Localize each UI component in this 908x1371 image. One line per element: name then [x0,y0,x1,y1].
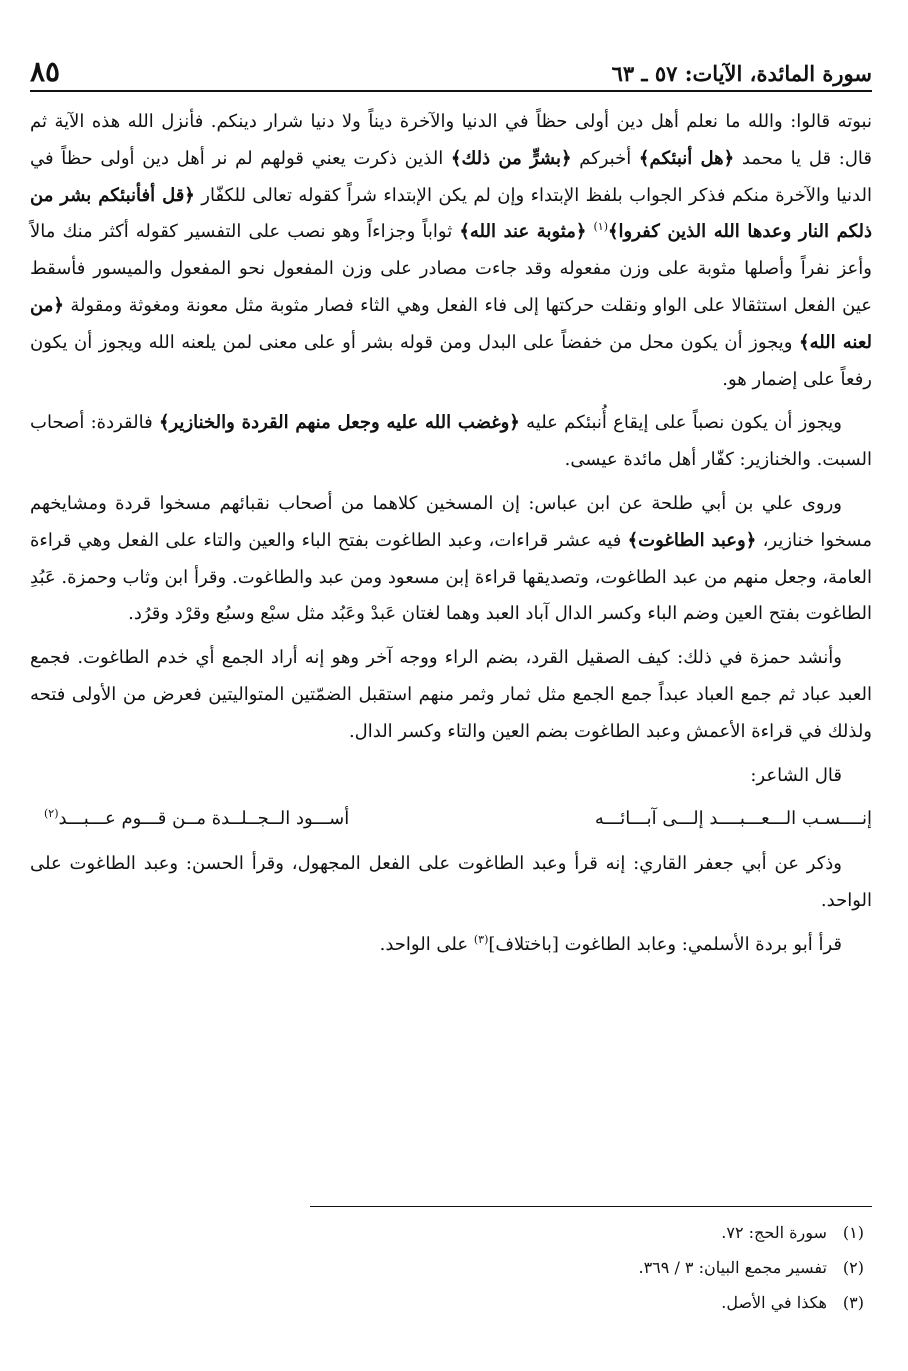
text-run: نبوته قالوا: والله ما نعلم أهل دين أولى حظاً في الدنيا والآخرة ديناً ولا دنيا شرار دينكم. فأنزل الله هذه الآية ثم قال: قل يا محمد [30,111,873,169]
text-run: فيه عشر قراءات، وعبد الطاغوت بفتح الباء والعين والتاء على الفعل وهي قراءة العامة، وجعل منهم من عبد الطاغوت، وتصديقها قراءة إبن مسعود ومن عبد والطاغوت. وقرأ ابن وثاب وحمزة. عَبُدِ الطاغوت بفتح العين وضم الباء وكسر الدال آباد العبد وهما لغتان عَبدْ وعَبُد مثل سبْع وسبُع وقرْد وقرُد. [30,529,872,625]
running-header [30,46,872,92]
quran-quote: ﴿مثوبة عند الله﴾ [459,221,587,243]
poet-intro: قال الشاعر: [750,764,842,786]
paragraph-6: وذكر عن أبي جعفر القاري: إنه قرأ وعبد الطاغوت على الفعل المجهول، وقرأ الحسن: وعبد الطاغوت على الواحد. [30,853,872,911]
footnote-number: (٣) [842,1293,864,1312]
footnotes [310,1206,872,1320]
text-run: ويجوز أن يكون محل من خفضاً على البدل ومن قوله بشر أو على معنى لمن يلعنه الله ويجوز أن يكون رفعاً على إضمار هو. [30,331,872,390]
paragraph-2 [30,405,872,479]
text-run: ويجوز أن يكون نصباً على إيقاع أُنبئكم عليه [519,412,842,434]
chapter-title: سورة المائدة، الآيات: ٥٧ ـ ٦٣ [611,61,872,86]
poem-verse [30,801,872,838]
verse-second-hemistich [44,801,349,838]
footnote-item [310,1250,872,1285]
quran-quote: ﴿وغضب الله عليه وجعل منهم القردة والخنازير﴾ [158,412,520,434]
text-run: أخبركم [571,147,639,169]
footnote-item [310,1215,872,1250]
footnote-ref: (٣) [473,932,489,946]
footnote-text: سورة الحج: ٧٢. [721,1223,827,1242]
footnote-text: تفسير مجمع البيان: ٣ / ٣٦٩. [638,1258,827,1277]
text-run: وروى علي بن أبي طلحة عن ابن عباس: إن المسخين كلاهما من أصحاب نقبائهم مسخوا قردة ومشايخهم مسخوا خنازير، [30,492,872,551]
footnote-number: (٢) [842,1258,864,1277]
paragraph-1 [30,104,872,398]
main-text [30,104,872,964]
paragraph-7 [30,927,872,964]
quran-quote: ﴿هل أنبئكم﴾ [638,147,735,169]
footnote-number: (١) [842,1223,864,1242]
quran-quote: ﴿من لعنه الله﴾ [30,294,872,353]
footnote-divider [310,1206,872,1207]
quran-quote: ﴿قل أفأنبئكم بشر من ذلكم النار وعدها الله الذين كفروا﴾ [30,184,873,243]
footnote-text: هكذا في الأصل. [721,1293,827,1312]
text-run: أســـود الــجــلــدة مــن قـــوم عـــبـــد [58,808,350,830]
text-run: على الواحد. [379,933,474,955]
paragraph-4: وأنشد حمزة في ذلك: كيف الصقيل القرد، بضم الراء ووجه آخر وهو إنه أراد الجمع أي خدم الطاغوت. فجمع العبد عباد ثم جمع العباد عبداً جمع الجمع مثل ثمار وثمر منهم استقبل الضمّتين المتواليتين فعرض من الأولى فتحه ولذلك في قراءة الأعمش وعبد الطاغوت بضم العين والتاء وكسر الدال. [30,647,872,742]
text-run: فالقردة: أصحاب السبت. والخنازير: كفّار أهل مائدة عيسى. [30,412,872,471]
text-run: الذين ذكرت يعني قولهم لم نر أهل دين أولى حظاً في الدنيا والآخرة منكم فذكر الجواب بلفظ الإبتداء وإن لم يكن الإبتداء شراً كقوله تعالى للكفّار [30,147,872,206]
text-run: قرأ أبو بردة الأسلمي: وعابد الطاغوت [باختلاف] [488,933,842,955]
paragraph-3 [30,486,872,633]
footnote-ref: (٢) [44,807,59,821]
page [30,46,872,971]
verse-first-hemistich: إنــــسـب الـــعـــبــــد إلـــى آبـــائـــه [594,808,872,830]
quran-quote: ﴿بشرٍّ من ذلك﴾ [450,147,572,169]
text-run: ثواباً وجزاءاً وهو نصب على التفسير كقوله أكثر منك مالاً وأعز نفراً وأصلها مثوبة على وزن مفعوله وقد جاءت مصادر على وزن المفعول نحو المفعول والميسور فأسقط عين الفعل استثقالا على الواو ونقلت حركتها إلى فاء الفعل وهي الثاء فصار مثوبة مثل معونة ومغوثة ومقولة [30,221,872,316]
page-number: ٨٥ [30,55,61,88]
quran-quote: ﴿وعبد الطاغوت﴾ [627,529,757,551]
footnote-item [310,1285,872,1320]
footnote-ref: (١) [593,220,608,234]
